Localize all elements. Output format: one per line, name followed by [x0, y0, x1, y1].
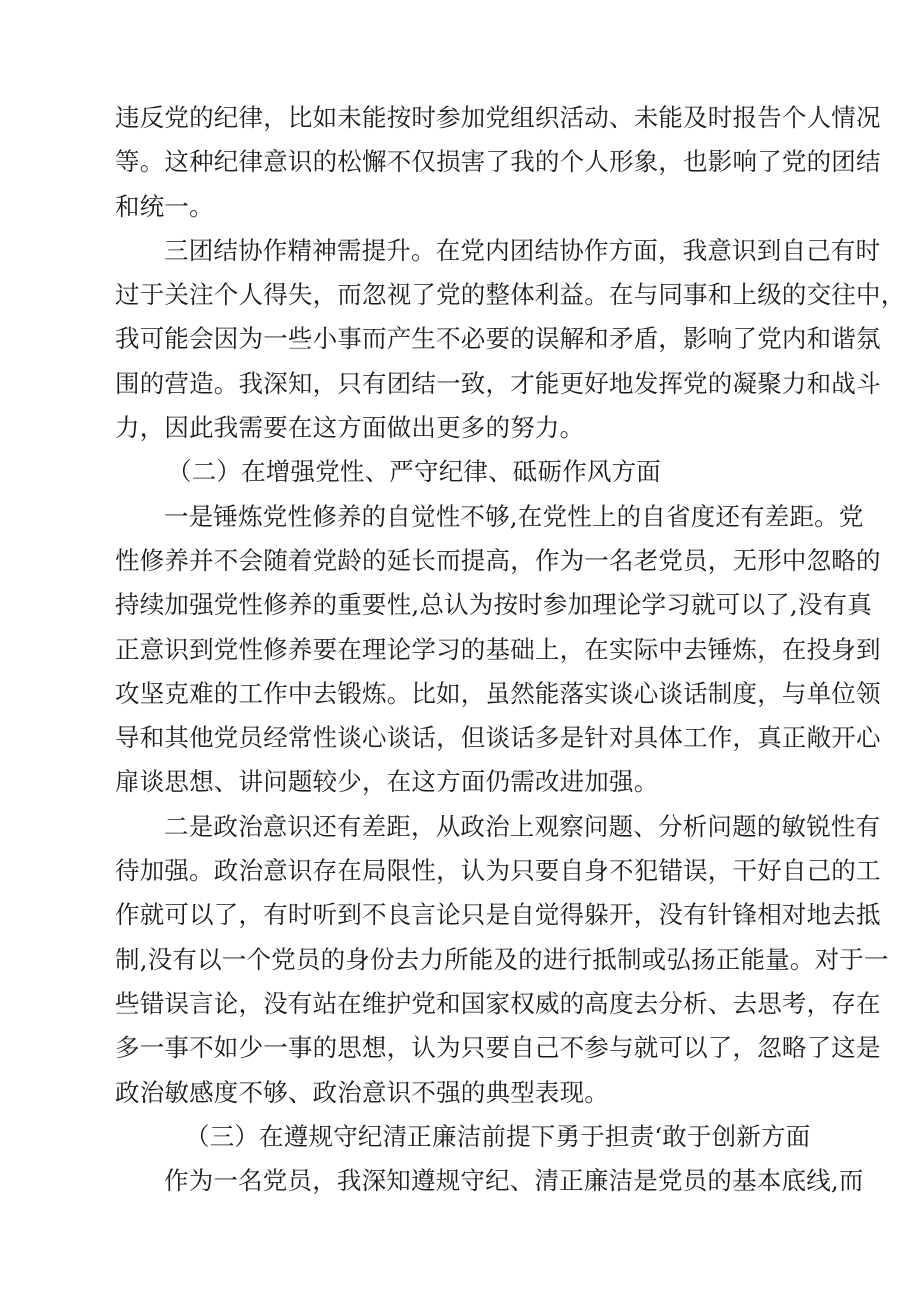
text-line: 围的营造。我深知，只有团结一致，才能更好地发挥党的凝聚力和战斗: [115, 368, 881, 398]
text-line: 多一事不如少一事的思想，认为只要自己不参与就可以了，忽略了这是: [115, 1033, 881, 1063]
text-line: 制,没有以一个党员的身份去力所能及的进行抵制或弘扬正能量。对于一: [115, 944, 889, 974]
paragraph-first-line: 作为一名党员，我深知遵规守纪、清正廉洁是党员的基本底线,而: [164, 1166, 864, 1196]
text-line: 待加强。政治意识存在局限性，认为只要自身不犯错误，干好自己的工: [115, 856, 881, 886]
text-line: 过于关注个人得失，而忽视了党的整体利益。在与同事和上级的交往中，: [115, 280, 906, 310]
section-heading: （二）在增强党性、严守纪律、砥砺作风方面: [167, 457, 661, 487]
text-line: 正意识到党性修养要在理论学习的基础上，在实际中去锤炼，在投身到: [115, 634, 881, 664]
paragraph-first-line: 二是政治意识还有差距，从政治上观察问题、分析问题的敏锐性有: [164, 811, 881, 841]
section-heading: （三）在遵规守纪清正廉洁前提下勇于担责‘敢于创新方面: [185, 1121, 811, 1151]
text-line: 持续加强党性修养的重要性,总认为按时参加理论学习就可以了,没有真: [115, 590, 872, 620]
text-line: 力，因此我需要在这方面做出更多的努力。: [115, 413, 585, 443]
document-body: [115, 96, 906, 1203]
text-line: 些错误言论，没有站在维护党和国家权威的高度去分析、去思考，存在: [115, 988, 881, 1018]
text-line: 导和其他党员经常性谈心谈话，但谈话多是针对具体工作，真正敞开心: [115, 723, 881, 753]
paragraph-first-line: 三团结协作精神需提升。在党内团结协作方面，我意识到自己有时: [164, 235, 881, 265]
text-line: 我可能会因为一些小事而产生不必要的误解和矛盾，影响了党内和谐氛: [115, 324, 881, 354]
text-line: 违反党的纪律，比如未能按时参加党组织活动、未能及时报告个人情况: [115, 103, 881, 132]
text-line: 和统一。: [115, 191, 214, 221]
text-line: 扉谈思想、讲问题较少，在这方面仍需改进加强。: [115, 767, 659, 797]
text-line: 作就可以了，有时听到不良言论只是自觉得躲开，没有针锋相对地去抵: [115, 900, 881, 930]
text-line: 政治敏感度不够、政治意识不强的典型表现。: [115, 1077, 609, 1107]
paragraph-first-line: 一是锤炼党性修养的自觉性不够,在党性上的自省度还有差距。党: [164, 501, 864, 531]
text-line: 性修养并不会随着党龄的延长而提高，作为一名老党员，无形中忽略的: [115, 545, 881, 575]
text-line: 攻坚克难的工作中去锻炼。比如，虽然能落实谈心谈话制度，与单位领: [115, 678, 881, 708]
text-line: 等。这种纪律意识的松懈不仅损害了我的个人形象，也影响了党的团结: [115, 147, 881, 177]
